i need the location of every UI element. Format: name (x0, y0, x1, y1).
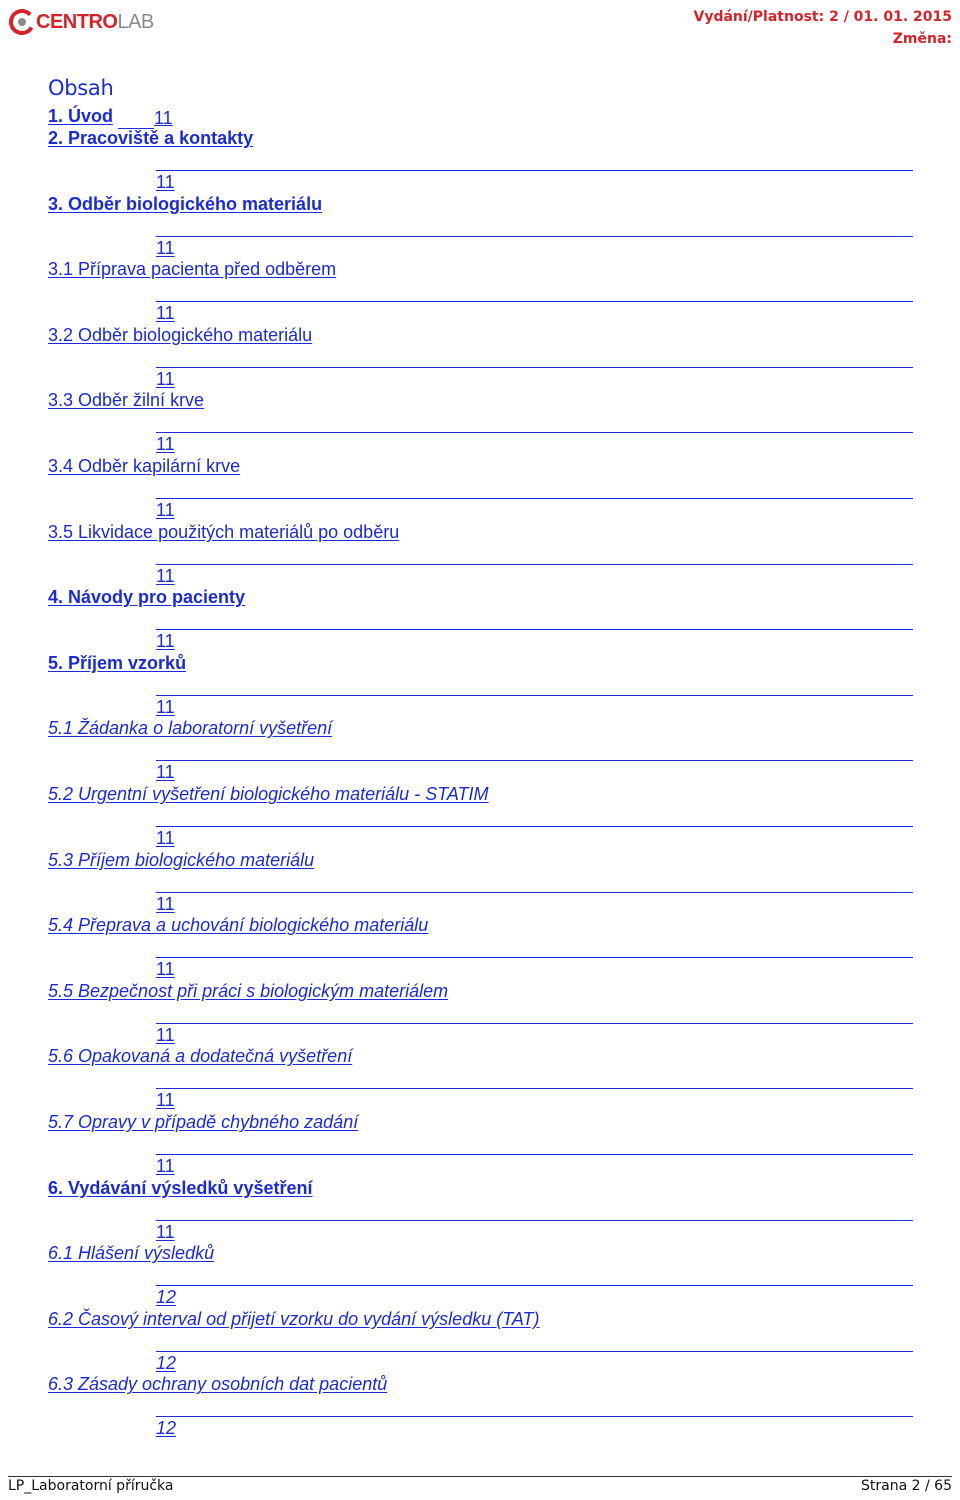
toc-leader (156, 1416, 913, 1417)
logo-text-part2: LAB (117, 11, 154, 33)
toc-entry-link[interactable]: 5.1 Žádanka o laboratorní vyšetření (48, 718, 333, 739)
toc-entry-link[interactable]: 5.6 Opakovaná a dodatečná vyšetření (48, 1046, 353, 1067)
toc-entry-page[interactable]: 11 (156, 893, 175, 914)
toc-entry-page[interactable]: 11 (156, 1156, 175, 1176)
toc-entry-link[interactable]: 3.1 Příprava pacienta před odběrem (48, 259, 337, 280)
toc-entry-link[interactable]: 3.2 Odběr biologického materiálu (48, 324, 313, 345)
toc-entry-page[interactable]: 11 (156, 762, 175, 783)
toc-entry-link[interactable]: 6.3 Zásady ochrany osobních dat pacientů (48, 1374, 388, 1395)
toc-entry-page[interactable]: 11 (156, 696, 175, 717)
toc-entry-link[interactable]: 3.5 Likvidace použitých materiálů po odběru (48, 521, 400, 542)
toc-entry-page[interactable]: 12 (156, 1418, 177, 1439)
toc-leader (156, 1220, 913, 1221)
toc-leader (156, 432, 913, 433)
toc-entry-page[interactable]: 11 (156, 631, 175, 652)
toc-entry-page[interactable]: 11 (156, 1221, 175, 1242)
footer-divider (8, 1476, 952, 1477)
toc-entry-link[interactable]: 6.1 Hlášení výsledků (48, 1243, 215, 1264)
footer-page-number: Strana 2 / 65 (861, 1478, 952, 1494)
toc-entry-link[interactable]: 6.2 Časový interval od přijetí vzorku do vydání výsledku (TAT) (48, 1308, 540, 1329)
toc-entry-link[interactable]: 3.3 Odběr žilní krve (48, 390, 205, 411)
toc-entry-page[interactable]: 11 (156, 959, 175, 980)
toc-entry-page[interactable]: 11 (156, 500, 175, 520)
issue-validity: Vydání/Platnost: 2 / 01. 01. 2015 (693, 9, 952, 25)
toc-leader (156, 760, 913, 761)
logo-text (36, 11, 154, 34)
toc-leader (156, 1351, 913, 1352)
toc-leader (156, 629, 913, 630)
toc-leader (156, 170, 913, 171)
toc-leader (156, 695, 913, 696)
toc-leader (156, 301, 913, 302)
toc-leader (156, 498, 913, 499)
toc-entry-link[interactable]: 5.3 Příjem biologického materiálu (48, 849, 315, 870)
toc-entry-page[interactable]: 12 (156, 1287, 177, 1308)
toc-entry-link[interactable]: 5.7 Opravy v případě chybného zadání (48, 1112, 359, 1132)
toc-entry-page[interactable]: 11 (156, 172, 175, 192)
centrolab-logo (8, 4, 154, 44)
toc-leader (156, 1154, 913, 1155)
toc-leader (156, 957, 913, 958)
toc-entry-page[interactable]: 11 (156, 368, 175, 389)
toc-leader (156, 367, 913, 368)
toc-entry-link[interactable]: 5.5 Bezpečnost při práci s biologickým materiálem (48, 980, 449, 1001)
toc-entry-link[interactable]: 1. Úvod (48, 106, 114, 126)
toc-entry-link[interactable]: 5.4 Přeprava a uchování biologického materiálu (48, 915, 429, 936)
toc-entry-page[interactable]: 11 (156, 565, 175, 586)
toc-title: Obsah (48, 76, 114, 100)
footer-document-name: LP_Laboratorní příručka (8, 1478, 174, 1494)
toc-entry-page[interactable]: 12 (156, 1352, 177, 1373)
toc-entry-link[interactable]: 4. Návody pro pacienty (48, 587, 246, 608)
page-header (0, 0, 960, 48)
toc-leader (156, 1023, 913, 1024)
logo-mark-icon (8, 8, 36, 36)
toc-entry-link[interactable]: 5. Příjem vzorků (48, 652, 187, 673)
toc-entry-link[interactable]: 3.4 Odběr kapilární krve (48, 456, 241, 476)
toc-entry-link[interactable]: 2. Pracoviště a kontakty (48, 128, 254, 148)
toc-leader (156, 892, 913, 893)
toc-leader (156, 1088, 913, 1089)
change-label: Změna: (892, 31, 952, 47)
toc-entry-page[interactable]: 11 (156, 1090, 175, 1111)
toc-entry-link[interactable]: 3. Odběr biologického materiálu (48, 193, 323, 214)
toc-entry-link[interactable]: 6. Vydávání výsledků vyšetření (48, 1177, 313, 1198)
toc-entry-page[interactable]: 11 (156, 303, 175, 324)
toc-entry-page[interactable]: 11 (156, 237, 175, 258)
toc-entry-page[interactable]: 11 (156, 1024, 175, 1045)
toc-leader (156, 826, 913, 827)
toc-entry-page[interactable]: 11 (156, 434, 175, 455)
toc-entry-page[interactable]: 11 (154, 108, 173, 128)
toc-entry-link[interactable]: 5.2 Urgentní vyšetření biologického materiálu - STATIM (48, 784, 489, 804)
toc-leader (156, 1285, 913, 1286)
logo-text-part1: CENTRO (36, 11, 118, 33)
toc-leader (156, 564, 913, 565)
toc-leader (156, 236, 913, 237)
toc-entry-page[interactable]: 11 (156, 828, 175, 848)
header-meta (693, 6, 952, 50)
